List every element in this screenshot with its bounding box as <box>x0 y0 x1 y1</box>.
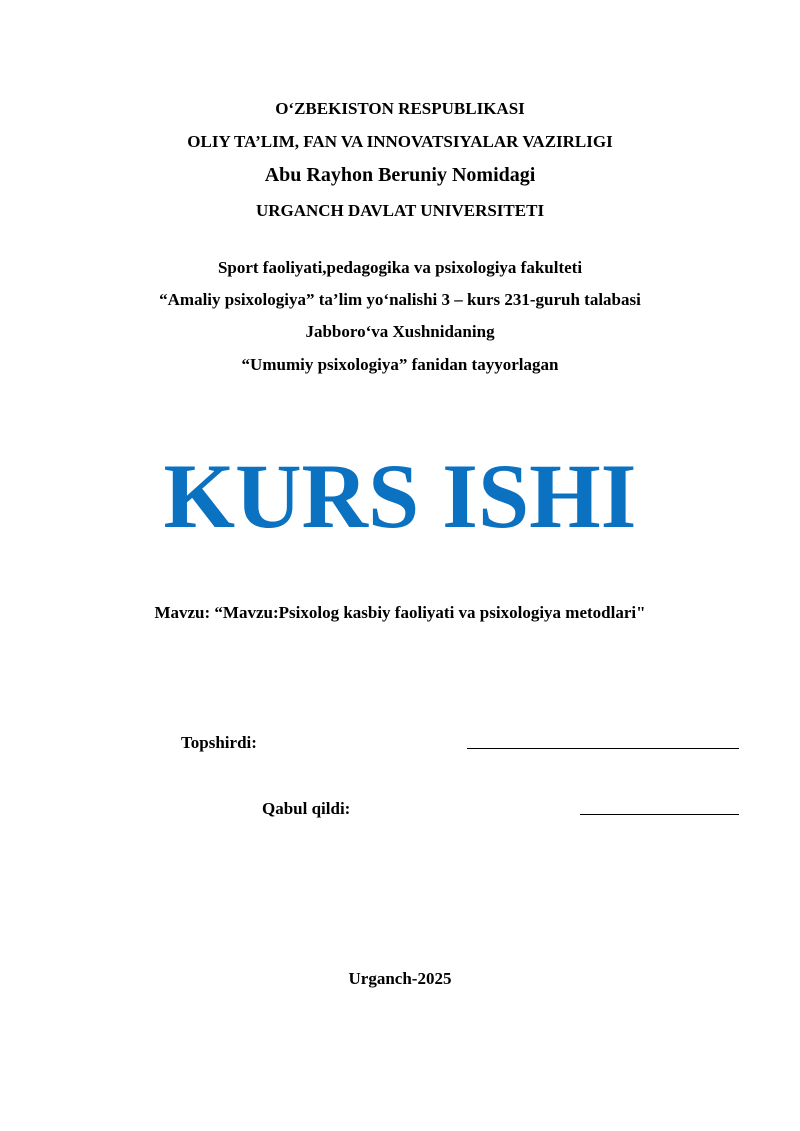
faculty-line: Sport faoliyati,pedagogika va psixologiya fakulteti <box>217 258 583 277</box>
direction-line: “Amaliy psixologiya” ta’lim yo‘nalishi 3 – kurs 231-guruh talabasi <box>159 290 641 309</box>
document-title: KURS ISHI <box>163 445 637 547</box>
header-university: URGANCH DAVLAT UNIVERSITETI <box>255 201 545 220</box>
header-named-after: Abu Rayhon Beruniy Nomidagi <box>264 164 536 186</box>
accepted-label: Qabul qildi: <box>262 799 351 818</box>
subject-line: “Umumiy psixologiya” fanidan tayyorlagan <box>241 355 559 374</box>
accepted-signature-line <box>580 814 739 815</box>
student-name: Jabboro‘va Xushnidaning <box>305 322 495 341</box>
header-ministry: OLIY TA’LIM, FAN VA INNOVATSIYALAR VAZIRLIGI <box>187 132 613 151</box>
topic-line: Mavzu: “Mavzu:Psixolog kasbiy faoliyati va psixologiya metodlari" <box>154 603 646 622</box>
footer-place-year: Urganch-2025 <box>348 969 452 988</box>
submitted-signature-line <box>467 748 739 749</box>
submitted-label: Topshirdi: <box>181 733 257 752</box>
header-country: O‘ZBEKISTON RESPUBLIKASI <box>275 99 525 118</box>
